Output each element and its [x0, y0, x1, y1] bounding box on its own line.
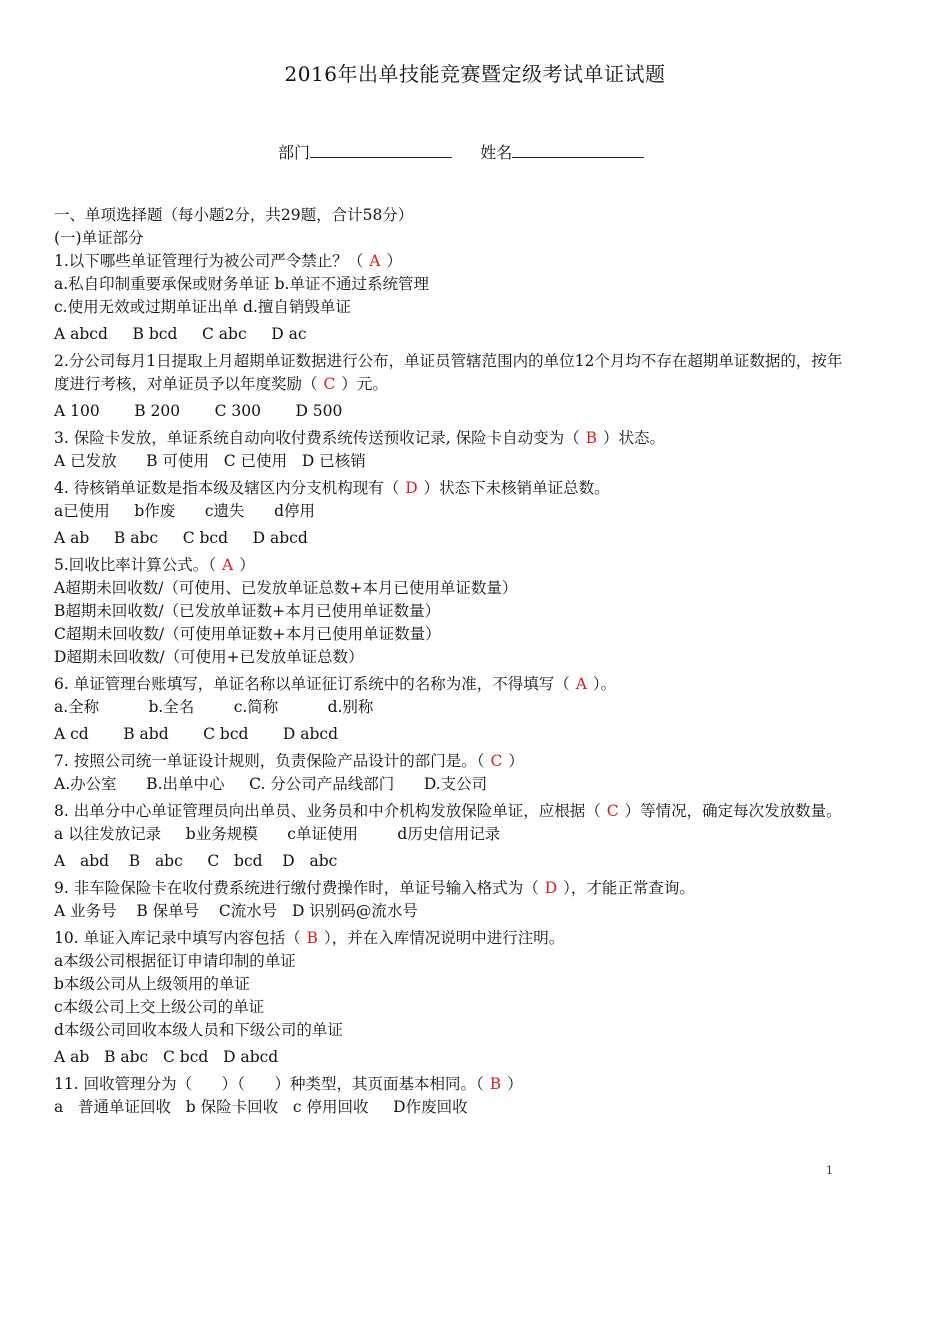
- answer-11: B: [489, 1075, 502, 1093]
- question-1-line-1: a.私自印制重要承保或财务单证 b.单证不通过系统管理: [54, 275, 429, 293]
- answer-1: A: [369, 252, 381, 270]
- question-9-options: A 业务号 B 保单号 C流水号 D 识别码@流水号: [54, 902, 418, 920]
- question-5-line-3: C超期未回收数/（可使用单证数+本月已使用单证数量）: [54, 625, 441, 643]
- question-2: 2.分公司每月1日提取上月超期单证数据进行公布，单证员管辖范围内的单位12个月均不存在超期单证数据的，按年度进行考核，对单证员予以年度奖励（ C ）元。: [54, 352, 843, 393]
- question-4: 4. 待核销单证数是指本级及辖区内分支机构现有（ D ）状态下未核销单证总数。: [54, 479, 610, 497]
- name-blank[interactable]: [512, 141, 644, 158]
- answer-4: D: [405, 479, 418, 497]
- answer-6: A: [575, 675, 587, 693]
- answer-10: B: [306, 929, 318, 947]
- question-8-options: A abd B abc C bcd D abc: [54, 852, 338, 870]
- question-10-line-3: c本级公司上交上级公司的单证: [54, 998, 265, 1016]
- question-8: 8. 出单分中心单证管理员向出单员、业务员和中介机构发放保险单证，应根据（ C ）等情况，确定每次发放数量。: [54, 802, 842, 820]
- answer-7: C: [490, 752, 503, 770]
- question-3-options: A 已发放 B 可使用 C 已使用 D 已核销: [54, 452, 366, 470]
- question-2-options: A 100 B 200 C 300 D 500: [54, 402, 343, 420]
- question-3: 3. 保险卡发放，单证系统自动向收付费系统传送预收记录, 保险卡自动变为（ B ）状态。: [54, 429, 665, 447]
- answer-9: D: [544, 879, 558, 897]
- answer-2: C: [323, 375, 336, 393]
- name-label: 姓名: [480, 143, 513, 162]
- question-10-options: A ab B abc C bcd D abcd: [54, 1048, 279, 1066]
- exam-body: [54, 204, 844, 1119]
- question-10-line-1: a本级公司根据征订申请印制的单证: [54, 952, 296, 970]
- dept-label: 部门: [278, 143, 311, 162]
- question-1-options: A abcd B bcd C abc D ac: [54, 325, 307, 343]
- section-subheading: (一)单证部分: [54, 229, 144, 247]
- page-number: 1: [826, 1164, 833, 1177]
- question-6-line-1: a.全称 b.全名 c.简称 d.别称: [54, 698, 374, 716]
- question-6-options: A cd B abd C bcd D abcd: [54, 725, 339, 743]
- question-9: 9. 非车险保险卡在收付费系统进行缴付费操作时，单证号输入格式为（ D ），才能正常查询。: [54, 879, 695, 897]
- page-title: 2016年出单技能竞赛暨定级考试单证试题: [284, 62, 666, 86]
- question-10-line-2: b本级公司从上级领用的单证: [54, 975, 250, 993]
- question-4-line-1: a已使用 b作废 c遗失 d停用: [54, 502, 316, 520]
- dept-blank[interactable]: [310, 141, 452, 158]
- question-11-line-1: a 普通单证回收 b 保险卡回收 c 停用回收 D作废回收: [54, 1098, 468, 1116]
- question-10: 10. 单证入库记录中填写内容包括（ B ），并在入库情况说明中进行注明。: [54, 929, 565, 947]
- question-11: 11. 回收管理分为（ ）（ ）种类型，其页面基本相同。（ B ）: [54, 1075, 523, 1093]
- answer-8: C: [606, 802, 619, 820]
- header-fields: [278, 140, 644, 163]
- question-5-line-1: A超期未回收数/（可使用、已发放单证总数+本月已使用单证数量）: [54, 579, 518, 597]
- question-4-options: A ab B abc C bcd D abcd: [54, 529, 308, 547]
- question-7-options: A.办公室 B.出单中心 C. 分公司产品线部门 D.支公司: [54, 775, 488, 793]
- answer-3: B: [585, 429, 597, 447]
- question-7: 7. 按照公司统一单证设计规则，负责保险产品设计的部门是。（ C ）: [54, 752, 524, 770]
- section-heading: 一、单项选择题（每小题2分，共29题，合计58分）: [54, 206, 414, 224]
- question-5-line-4: D超期未回收数/（可使用+已发放单证总数）: [54, 648, 364, 666]
- question-10-line-4: d本级公司回收本级人员和下级公司的单证: [54, 1021, 343, 1039]
- question-1: 1.以下哪些单证管理行为被公司严令禁止？（ A ）: [54, 252, 403, 270]
- question-5: 5.回收比率计算公式。（ A ）: [54, 556, 255, 574]
- question-6: 6. 单证管理台账填写，单证名称以单证征订系统中的名称为准，不得填写（ A ）。: [54, 675, 617, 693]
- question-8-line-1: a 以往发放记录 b业务规模 c单证使用 d历史信用记录: [54, 825, 501, 843]
- question-5-line-2: B超期未回收数/（已发放单证数+本月已使用单证数量）: [54, 602, 441, 620]
- question-1-line-2: c.使用无效或过期单证出单 d.擅自销毁单证: [54, 298, 351, 316]
- answer-5: A: [222, 556, 234, 574]
